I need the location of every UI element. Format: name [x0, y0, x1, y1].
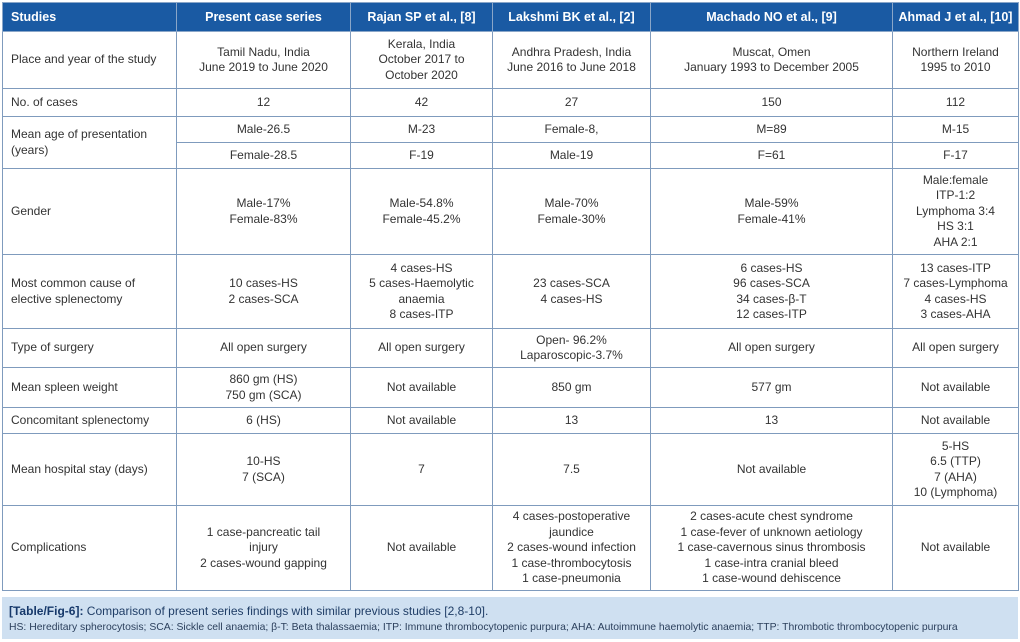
table-cell: Not available — [893, 368, 1019, 408]
table-cell: F-17 — [893, 143, 1019, 169]
table-cell: All open surgery — [651, 329, 893, 368]
table-cell: Northern Ireland 1995 to 2010 — [893, 32, 1019, 89]
table-cell: 27 — [493, 89, 651, 117]
table-cell: M=89 — [651, 117, 893, 143]
table-cell: 4 cases-HS 5 cases-Haemolytic anaemia 8 cases-ITP — [351, 255, 493, 329]
caption-title-line — [9, 604, 488, 618]
table-row-complications — [3, 506, 1019, 591]
table-cell: Male-59% Female-41% — [651, 169, 893, 255]
table-cell: Not available — [893, 408, 1019, 434]
table-cell: All open surgery — [351, 329, 493, 368]
table-cell: 10-HS 7 (SCA) — [177, 434, 351, 506]
table-row-surgery — [3, 329, 1019, 368]
table-cell: 4 cases-postoperative jaundice 2 cases-wound infection 1 case-thrombocytosis 1 case-pneumonia — [493, 506, 651, 591]
table-cell: 850 gm — [493, 368, 651, 408]
table-cell: Open- 96.2% Laparoscopic-3.7% — [493, 329, 651, 368]
table-cell: All open surgery — [177, 329, 351, 368]
table-cell: Male-26.5 — [177, 117, 351, 143]
table-cell: Male-54.8% Female-45.2% — [351, 169, 493, 255]
column-header-rajan: Rajan SP et al., [8] — [351, 3, 493, 32]
table-cell: F-19 — [351, 143, 493, 169]
table-cell: M-23 — [351, 117, 493, 143]
row-label-cause: Most common cause of elective splenectomy — [3, 255, 177, 329]
table-cell: Kerala, India October 2017 to October 2020 — [351, 32, 493, 89]
table-row-concomitant — [3, 408, 1019, 434]
table-header-row — [3, 3, 1019, 32]
table-cell: Male-19 — [493, 143, 651, 169]
table-cell: 577 gm — [651, 368, 893, 408]
table-caption — [2, 597, 1018, 639]
caption-title: Comparison of present series findings with similar previous studies [2,8-10]. — [86, 604, 489, 618]
table-cell: Male:female ITP-1:2 Lymphoma 3:4 HS 3:1 AHA 2:1 — [893, 169, 1019, 255]
table-cell: 7.5 — [493, 434, 651, 506]
table-cell: Male-17% Female-83% — [177, 169, 351, 255]
row-label-stay: Mean hospital stay (days) — [3, 434, 177, 506]
table-cell: Not available — [351, 408, 493, 434]
table-cell: Not available — [351, 506, 493, 591]
row-label-age: Mean age of presentation (years) — [3, 117, 177, 169]
table-row-age-male — [3, 117, 1019, 143]
table-cell: Not available — [651, 434, 893, 506]
table-cell: 23 cases-SCA 4 cases-HS — [493, 255, 651, 329]
row-label-surgery: Type of surgery — [3, 329, 177, 368]
row-label-cases: No. of cases — [3, 89, 177, 117]
column-header-present-series: Present case series — [177, 3, 351, 32]
table-cell: 10 cases-HS 2 cases-SCA — [177, 255, 351, 329]
table-cell: 7 — [351, 434, 493, 506]
table-cell: 13 — [493, 408, 651, 434]
table-cell: 6 cases-HS 96 cases-SCA 34 cases-β-T 12 cases-ITP — [651, 255, 893, 329]
row-label-weight: Mean spleen weight — [3, 368, 177, 408]
column-header-ahmad: Ahmad J et al., [10] — [893, 3, 1019, 32]
table-cell: All open surgery — [893, 329, 1019, 368]
table-cell: Andhra Pradesh, India June 2016 to June 2018 — [493, 32, 651, 89]
column-header-studies: Studies — [3, 3, 177, 32]
table-cell: 2 cases-acute chest syndrome 1 case-fever of unknown aetiology 1 case-cavernous sinus thrombosis 1 case-intra cranial bleed 1 case-wound dehiscence — [651, 506, 893, 591]
table-row-gender — [3, 169, 1019, 255]
table-cell: M-15 — [893, 117, 1019, 143]
table-row-stay — [3, 434, 1019, 506]
row-label-place: Place and year of the study — [3, 32, 177, 89]
table-cell: Not available — [351, 368, 493, 408]
table-cell: 150 — [651, 89, 893, 117]
table-cell: 12 — [177, 89, 351, 117]
table-cell: Tamil Nadu, India June 2019 to June 2020 — [177, 32, 351, 89]
caption-abbreviations: HS: Hereditary spherocytosis; SCA: Sickle cell anaemia; β-T: Beta thalassaemia; ITP: Immune thrombocytopenic purpura; AHA: Autoimmune haemolytic anaemia; TTP: Thrombotic thrombocytopenic purpura — [9, 622, 958, 633]
table-cell: Not available — [893, 506, 1019, 591]
table-cell: 13 cases-ITP 7 cases-Lymphoma 4 cases-HS 3 cases-AHA — [893, 255, 1019, 329]
row-label-complications: Complications — [3, 506, 177, 591]
table-cell: 13 — [651, 408, 893, 434]
column-header-lakshmi: Lakshmi BK et al., [2] — [493, 3, 651, 32]
table-cell: 112 — [893, 89, 1019, 117]
table-cell: 5-HS 6.5 (TTP) 7 (AHA) 10 (Lymphoma) — [893, 434, 1019, 506]
table-cell: Muscat, Omen January 1993 to December 2005 — [651, 32, 893, 89]
table-row-cases — [3, 89, 1019, 117]
table-cell: 42 — [351, 89, 493, 117]
row-label-concomitant: Concomitant splenectomy — [3, 408, 177, 434]
table-cell: F=61 — [651, 143, 893, 169]
column-header-machado: Machado NO et al., [9] — [651, 3, 893, 32]
table-row-place — [3, 32, 1019, 89]
table-cell: 860 gm (HS) 750 gm (SCA) — [177, 368, 351, 408]
table-row-weight — [3, 368, 1019, 408]
table-cell: Female-28.5 — [177, 143, 351, 169]
table-cell: 1 case-pancreatic tail injury 2 cases-wound gapping — [177, 506, 351, 591]
table-cell: 6 (HS) — [177, 408, 351, 434]
caption-tag: [Table/Fig-6]: — [9, 604, 84, 618]
table-cell: Male-70% Female-30% — [493, 169, 651, 255]
table-row-cause — [3, 255, 1019, 329]
comparison-table — [2, 2, 1019, 591]
row-label-gender: Gender — [3, 169, 177, 255]
table-cell: Female-8, — [493, 117, 651, 143]
